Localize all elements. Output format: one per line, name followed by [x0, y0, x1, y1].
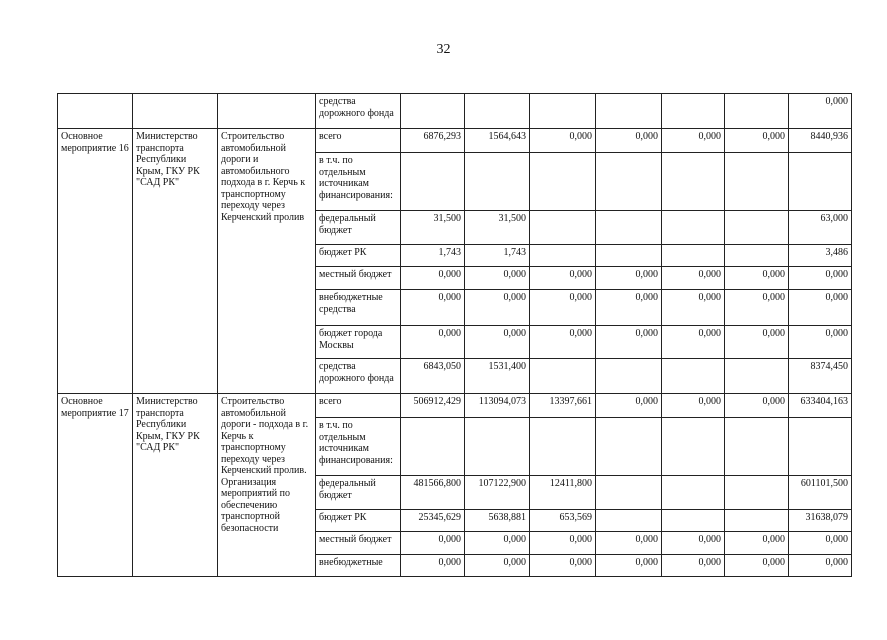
- value-cell: [530, 245, 596, 267]
- value-cell: 0,000: [530, 267, 596, 290]
- total-cell: 8374,450: [789, 359, 852, 394]
- funding-source-cell: местный бюджет: [316, 532, 401, 555]
- value-cell: [725, 418, 789, 476]
- funding-source-cell: в т.ч. по отдельным источникам финансирования:: [316, 153, 401, 211]
- total-cell: [789, 418, 852, 476]
- group-name-cell: Основное мероприятие 16: [58, 129, 133, 394]
- executor-cell: [133, 94, 218, 129]
- value-cell: 0,000: [662, 290, 725, 326]
- table-row: [58, 394, 852, 418]
- funding-source-cell: внебюджетные: [316, 555, 401, 577]
- value-cell: [662, 211, 725, 245]
- value-cell: [596, 418, 662, 476]
- value-cell: 0,000: [530, 555, 596, 577]
- value-cell: 0,000: [662, 394, 725, 418]
- value-cell: 0,000: [465, 326, 530, 359]
- total-cell: 601101,500: [789, 476, 852, 510]
- value-cell: [725, 245, 789, 267]
- value-cell: [530, 359, 596, 394]
- value-cell: 25345,629: [401, 510, 465, 532]
- description-cell: [218, 94, 316, 129]
- value-cell: [662, 359, 725, 394]
- value-cell: [662, 418, 725, 476]
- total-cell: 633404,163: [789, 394, 852, 418]
- value-cell: [725, 476, 789, 510]
- total-cell: 31638,079: [789, 510, 852, 532]
- value-cell: [530, 153, 596, 211]
- value-cell: [401, 418, 465, 476]
- value-cell: 0,000: [725, 394, 789, 418]
- value-cell: 0,000: [725, 532, 789, 555]
- funding-source-cell: местный бюджет: [316, 267, 401, 290]
- value-cell: 6843,050: [401, 359, 465, 394]
- value-cell: [530, 94, 596, 129]
- value-cell: 0,000: [530, 290, 596, 326]
- value-cell: 0,000: [596, 326, 662, 359]
- value-cell: [401, 94, 465, 129]
- value-cell: 13397,661: [530, 394, 596, 418]
- funding-source-cell: всего: [316, 394, 401, 418]
- budget-table: [57, 93, 852, 577]
- description-cell: Строительство автомобильной дороги и автомобильного подхода в г. Керчь к транспортному переходу через Керченский пролив: [218, 129, 316, 394]
- value-cell: [662, 153, 725, 211]
- value-cell: [662, 245, 725, 267]
- funding-source-cell: средства дорожного фонда: [316, 359, 401, 394]
- value-cell: [725, 211, 789, 245]
- funding-source-cell: всего: [316, 129, 401, 153]
- total-cell: 0,000: [789, 555, 852, 577]
- value-cell: [465, 418, 530, 476]
- funding-source-cell: средства дорожного фонда: [316, 94, 401, 129]
- group-name-cell: [58, 94, 133, 129]
- value-cell: 0,000: [465, 267, 530, 290]
- value-cell: 107122,900: [465, 476, 530, 510]
- value-cell: 5638,881: [465, 510, 530, 532]
- value-cell: 0,000: [662, 555, 725, 577]
- value-cell: 1531,400: [465, 359, 530, 394]
- value-cell: [530, 418, 596, 476]
- value-cell: 0,000: [401, 326, 465, 359]
- value-cell: 481566,800: [401, 476, 465, 510]
- value-cell: 0,000: [725, 267, 789, 290]
- table-row: [58, 129, 852, 153]
- group-name-cell: Основное мероприятие 17: [58, 394, 133, 577]
- value-cell: 0,000: [596, 290, 662, 326]
- value-cell: [662, 510, 725, 532]
- value-cell: 0,000: [725, 290, 789, 326]
- funding-source-cell: в т.ч. по отдельным источникам финансирования:: [316, 418, 401, 476]
- value-cell: 0,000: [662, 532, 725, 555]
- value-cell: [596, 245, 662, 267]
- value-cell: 0,000: [401, 267, 465, 290]
- value-cell: [596, 476, 662, 510]
- total-cell: 0,000: [789, 267, 852, 290]
- value-cell: [725, 153, 789, 211]
- value-cell: 0,000: [401, 290, 465, 326]
- total-cell: 0,000: [789, 290, 852, 326]
- value-cell: [662, 94, 725, 129]
- total-cell: 3,486: [789, 245, 852, 267]
- value-cell: 31,500: [401, 211, 465, 245]
- value-cell: [725, 94, 789, 129]
- value-cell: 12411,800: [530, 476, 596, 510]
- value-cell: 0,000: [465, 532, 530, 555]
- value-cell: 0,000: [662, 129, 725, 153]
- value-cell: [596, 510, 662, 532]
- value-cell: [596, 94, 662, 129]
- description-cell: Строительство автомобильной дороги - подхода в г. Керчь к транспортному переходу через Керченский пролив. Организация мероприятий по обеспечению транспортной безопасности: [218, 394, 316, 577]
- table-row: [58, 94, 852, 129]
- value-cell: [401, 153, 465, 211]
- funding-source-cell: бюджет РК: [316, 245, 401, 267]
- value-cell: [596, 153, 662, 211]
- value-cell: 1,743: [401, 245, 465, 267]
- value-cell: 0,000: [465, 290, 530, 326]
- executor-cell: Министерство транспорта Республики Крым, ГКУ РК "САД РК": [133, 394, 218, 577]
- value-cell: 506912,429: [401, 394, 465, 418]
- value-cell: 0,000: [530, 326, 596, 359]
- funding-source-cell: федеральный бюджет: [316, 476, 401, 510]
- value-cell: 0,000: [725, 326, 789, 359]
- value-cell: 0,000: [596, 267, 662, 290]
- value-cell: 0,000: [465, 555, 530, 577]
- value-cell: 1564,643: [465, 129, 530, 153]
- value-cell: 0,000: [530, 532, 596, 555]
- total-cell: 0,000: [789, 532, 852, 555]
- value-cell: [596, 359, 662, 394]
- funding-source-cell: бюджет РК: [316, 510, 401, 532]
- value-cell: 0,000: [401, 532, 465, 555]
- value-cell: 1,743: [465, 245, 530, 267]
- funding-source-cell: бюджет города Москвы: [316, 326, 401, 359]
- total-cell: 0,000: [789, 326, 852, 359]
- value-cell: 0,000: [530, 129, 596, 153]
- value-cell: [465, 153, 530, 211]
- executor-cell: Министерство транспорта Республики Крым, ГКУ РК "САД РК": [133, 129, 218, 394]
- value-cell: 0,000: [662, 267, 725, 290]
- value-cell: 0,000: [596, 129, 662, 153]
- value-cell: 0,000: [401, 555, 465, 577]
- value-cell: 31,500: [465, 211, 530, 245]
- value-cell: 0,000: [725, 129, 789, 153]
- total-cell: 0,000: [789, 94, 852, 129]
- value-cell: [465, 94, 530, 129]
- value-cell: [596, 211, 662, 245]
- value-cell: [662, 476, 725, 510]
- value-cell: 0,000: [596, 555, 662, 577]
- funding-source-cell: внебюджетные средства: [316, 290, 401, 326]
- total-cell: [789, 153, 852, 211]
- value-cell: 0,000: [662, 326, 725, 359]
- value-cell: 6876,293: [401, 129, 465, 153]
- value-cell: 0,000: [725, 555, 789, 577]
- value-cell: 0,000: [596, 532, 662, 555]
- value-cell: [530, 211, 596, 245]
- total-cell: 63,000: [789, 211, 852, 245]
- total-cell: 8440,936: [789, 129, 852, 153]
- value-cell: 113094,073: [465, 394, 530, 418]
- funding-source-cell: федеральный бюджет: [316, 211, 401, 245]
- value-cell: [725, 510, 789, 532]
- value-cell: [725, 359, 789, 394]
- value-cell: 0,000: [596, 394, 662, 418]
- page-number: 32: [436, 42, 451, 57]
- value-cell: 653,569: [530, 510, 596, 532]
